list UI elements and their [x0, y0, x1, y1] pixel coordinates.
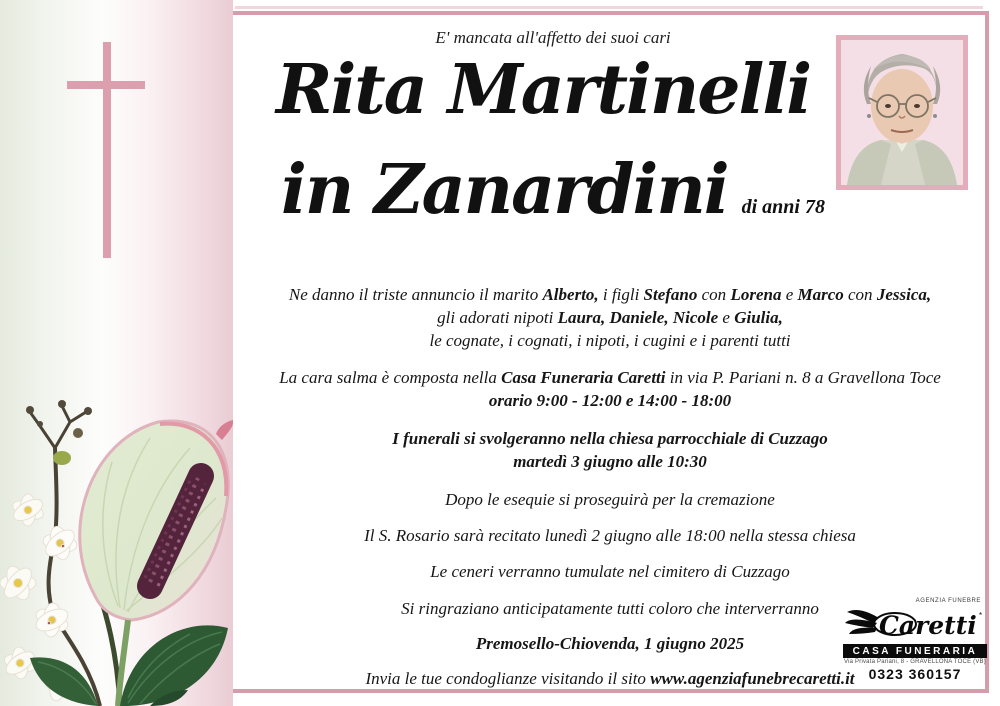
- age-text: di anni 78: [741, 196, 825, 218]
- funeral-line-1: I funerali si svolgeranno nella chiesa parrocchiale di Cuzzago: [392, 429, 828, 448]
- brand-name: Caretti: [879, 611, 977, 640]
- repose-info: [247, 366, 973, 412]
- cross-icon-arm: [67, 81, 145, 89]
- cross-icon: [103, 42, 111, 258]
- condolences-text: Invia le tue condoglianze visitando il sito: [365, 669, 651, 688]
- funeral-line-2: martedì 3 giugno alle 10:30: [513, 452, 707, 471]
- svg-text:*: *: [979, 611, 983, 620]
- logo-phone: 0323 360157: [868, 666, 962, 682]
- place-date: Premosello-Chiovenda, 1 giugno 2025: [475, 634, 745, 653]
- ashes-note: Le ceneri verranno tumulate nel cimitero di Cuzzago: [430, 562, 790, 581]
- repose-hours: orario 9:00 - 12:00 e 14:00 - 18:00: [488, 391, 732, 410]
- side-strip: [0, 0, 233, 706]
- funeral-info: [247, 427, 973, 473]
- family-line-1: Ne danno il triste annuncio il marito Alberto, i figli Stefano con Lorena e Marco con Jessica,: [288, 285, 932, 304]
- married-name: in Zanardini: [281, 150, 728, 230]
- repose-line-1: La cara salma è composta nella Casa Funeraria Caretti in via P. Pariani n. 8 a Gravellona Toce: [279, 368, 941, 387]
- family-announcement: [247, 283, 973, 352]
- intro-text: E' mancata all'affetto dei suoi cari: [435, 28, 671, 47]
- rosary-note: Il S. Rosario sarà recitato lunedì 2 giugno alle 18:00 nella stessa chiesa: [364, 526, 856, 545]
- thanks-note: Si ringraziano anticipatamente tutti coloro che interverranno: [401, 599, 819, 618]
- website-link[interactable]: www.agenziafunebrecaretti.it: [650, 669, 855, 688]
- casa-funeraria-bar: CASA FUNERARIA: [843, 644, 987, 658]
- family-line-3: le cognate, i cognati, i nipoti, i cugini e i parenti tutti: [429, 331, 791, 350]
- married-name-row: [233, 150, 873, 230]
- family-line-2: gli adorati nipoti Laura, Daniele, Nicole e Giulia,: [437, 308, 783, 327]
- funeral-home-logo: [843, 598, 987, 682]
- cremation-note: Dopo le esequie si proseguirà per la cremazione: [445, 490, 775, 509]
- flower-image: [0, 378, 233, 706]
- agency-tagline: AGENZIA FUNEBRE: [915, 598, 981, 604]
- deceased-name: Rita Martinelli: [275, 50, 811, 130]
- logo-address: Via Privata Pariani, 8 - GRAVELLONA TOCE (VB): [844, 659, 986, 665]
- caretti-brand-logo: [843, 604, 987, 644]
